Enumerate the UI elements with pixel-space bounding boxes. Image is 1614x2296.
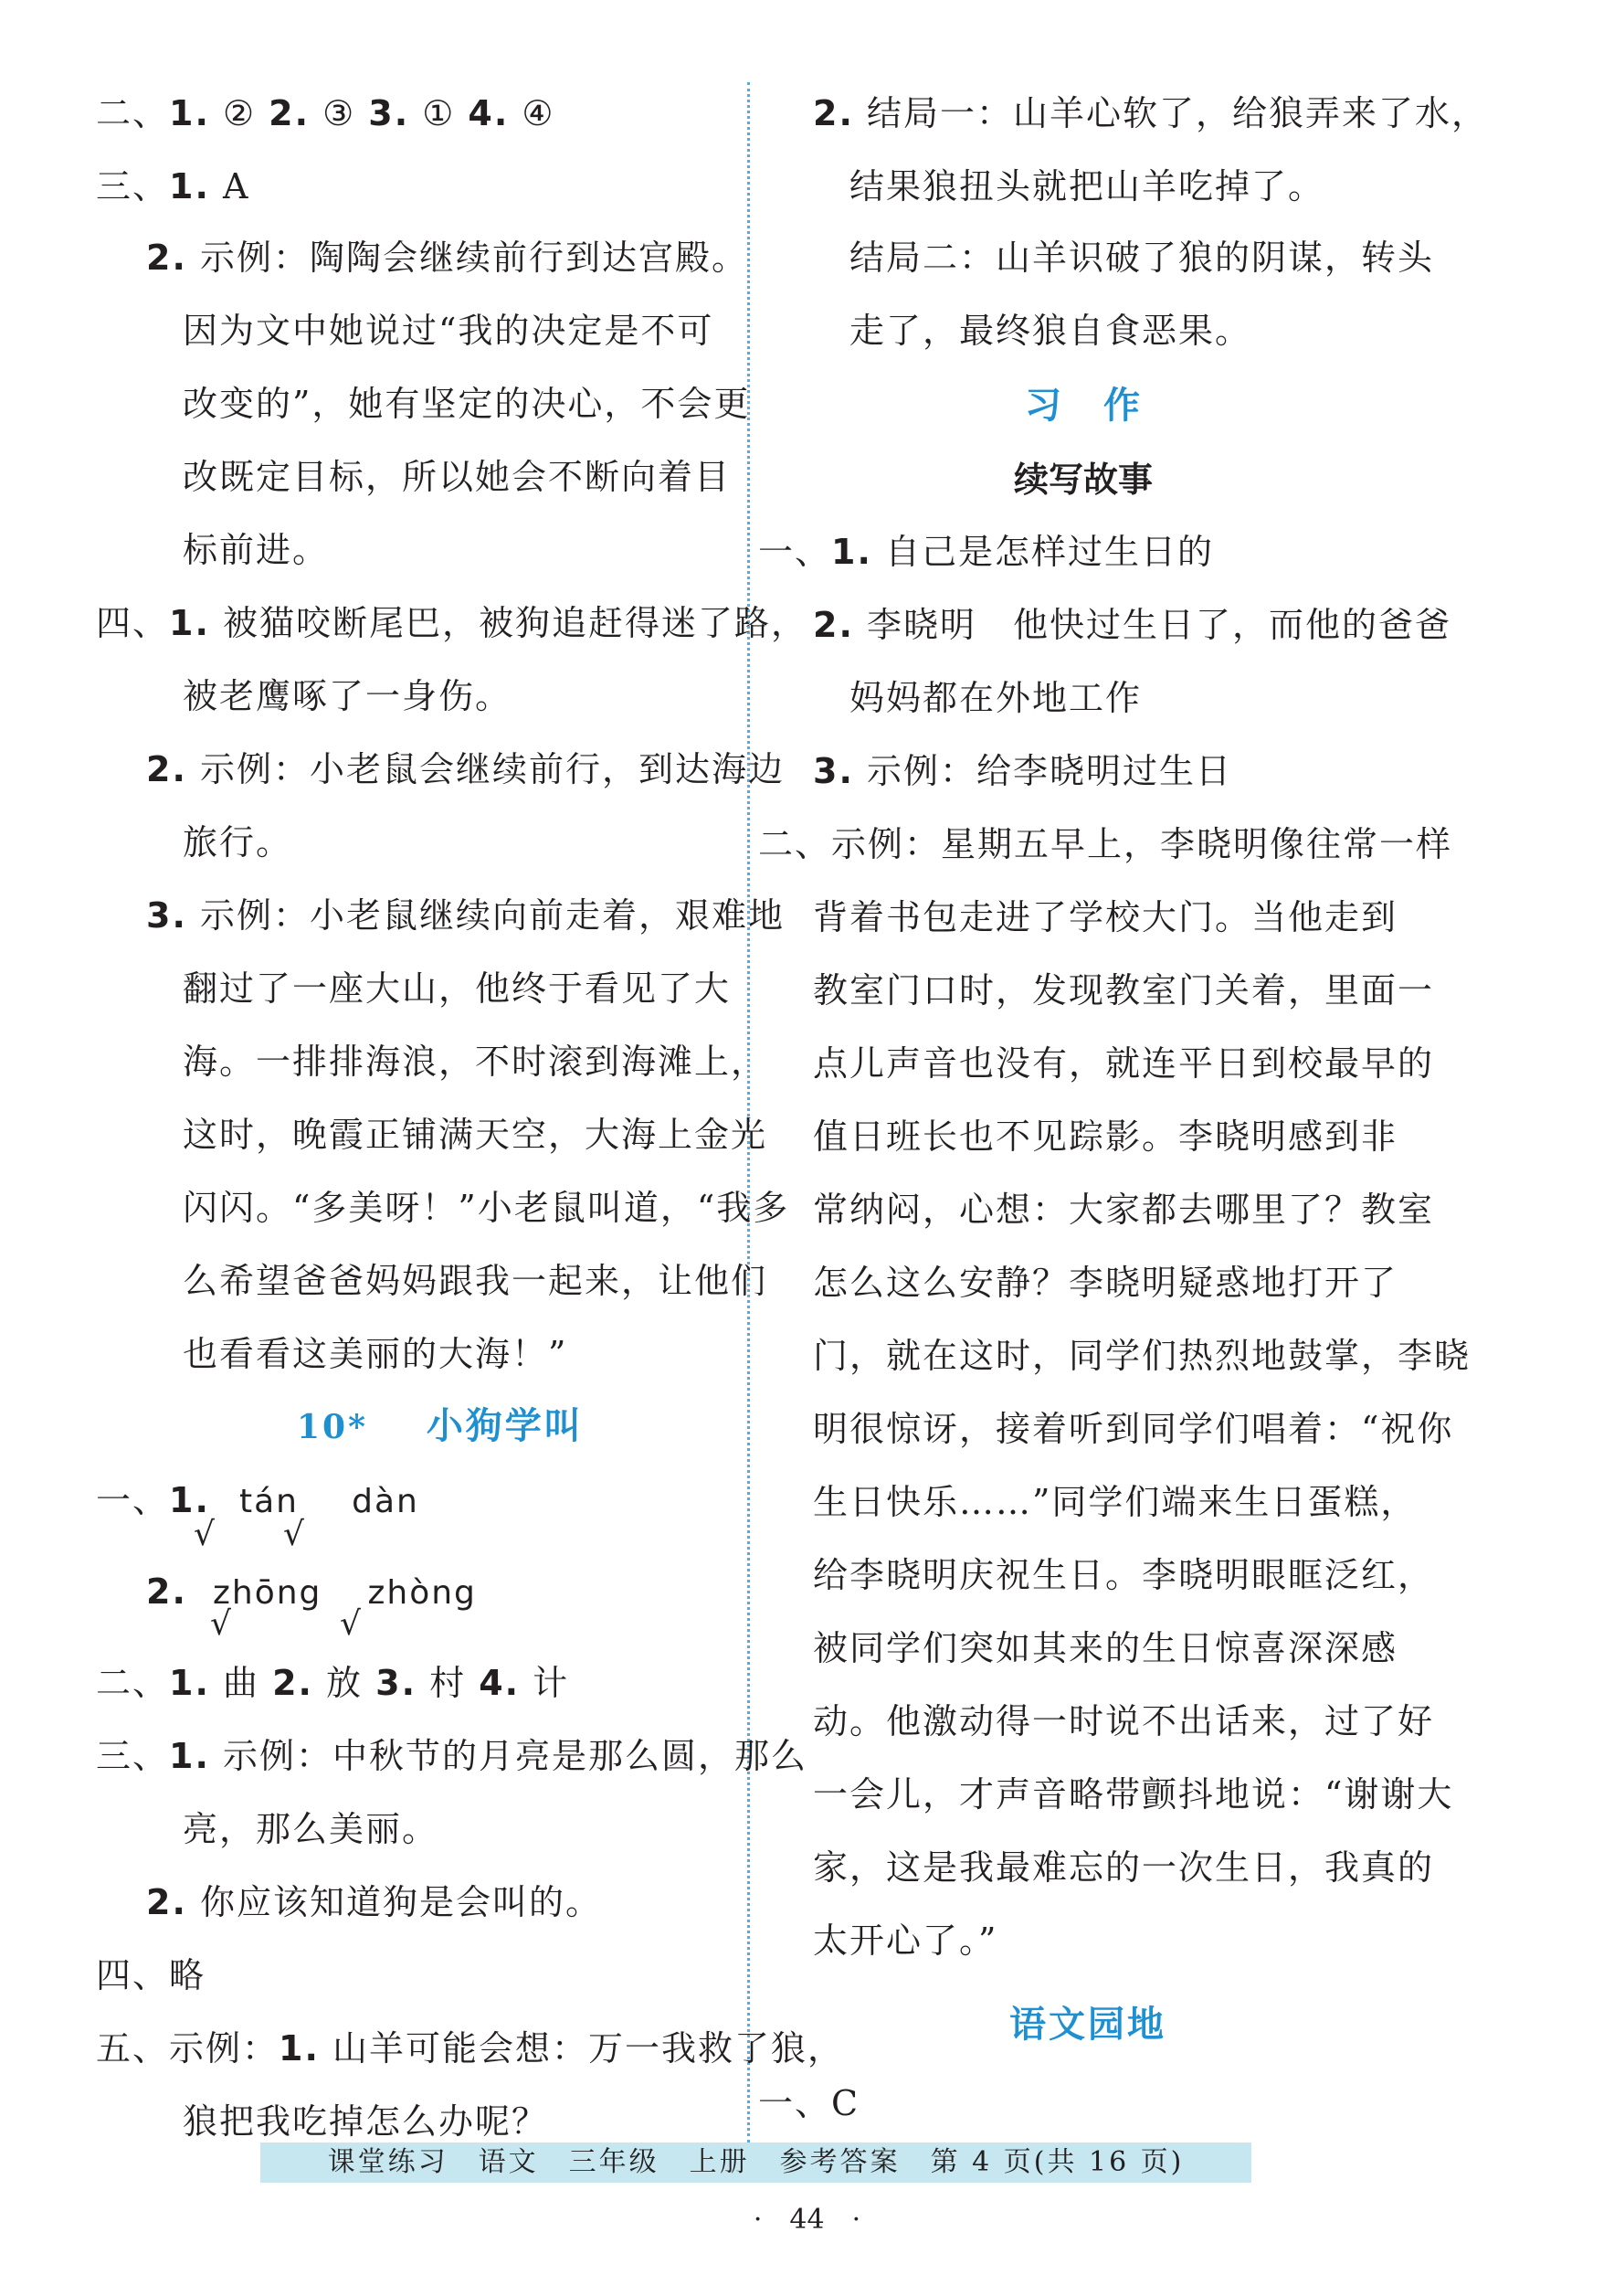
answer-line: 亮，那么美丽。 bbox=[183, 1809, 439, 1849]
answer-line: 家，这是我最难忘的一次生日，我真的 bbox=[813, 1847, 1435, 1888]
answer-line: 一、1. 自己是怎样过生日的 bbox=[758, 532, 1214, 572]
answer-line: 标前进。 bbox=[183, 530, 330, 570]
answer-line: 走了，最终狼自食恶果。 bbox=[849, 311, 1252, 351]
answer-line: 么希望爸爸妈妈跟我一起来，让他们 bbox=[183, 1261, 768, 1301]
answer-line: 也看看这美丽的大海！” bbox=[183, 1334, 568, 1374]
answer-line: 妈妈都在外地工作 bbox=[849, 678, 1143, 718]
answer-line: 二、1. 曲 2. 放 3. 村 4. 计 bbox=[96, 1663, 570, 1703]
answer-line: 给李晓明庆祝生日。李晓明眼眶泛红， bbox=[813, 1555, 1435, 1595]
footer-info: 课堂练习 语文 三年级 上册 参考答案 第 4 页(共 16 页) bbox=[327, 2146, 1185, 2178]
section-heading: 习 作 bbox=[1025, 385, 1143, 427]
answer-line: 旅行。 bbox=[183, 822, 293, 862]
answer-line: 3. 示例：给李晓明过生日 bbox=[813, 751, 1232, 791]
check-mark: √ bbox=[340, 1605, 361, 1643]
answer-line: 太开心了。” bbox=[813, 1920, 998, 1961]
answer-line: 这时，晚霞正铺满天空，大海上金光 bbox=[183, 1115, 768, 1155]
answer-line: 二、1. ② 2. ③ 3. ① 4. ④ bbox=[96, 93, 555, 133]
lesson-title: 小狗学叫 bbox=[426, 1405, 584, 1447]
page-number: · 44 · bbox=[753, 2204, 861, 2236]
answer-line: 3. 示例：小老鼠继续向前走着，艰难地 bbox=[146, 895, 785, 936]
check-mark: √ bbox=[283, 1516, 304, 1553]
answer-line: 常纳闷，心想：大家都去哪里了？教室 bbox=[813, 1190, 1435, 1230]
answer-line: 2. 李晓明 他快过生日了，而他的爸爸 bbox=[813, 605, 1451, 645]
answer-line: 海。一排排海浪，不时滚到海滩上， bbox=[183, 1042, 768, 1082]
pinyin-line: 2. zhōng zhòng bbox=[146, 1571, 477, 1612]
answer-line: 一、C bbox=[758, 2083, 860, 2123]
answer-line: 四、1. 被猫咬断尾巴，被狗追赶得迷了路， bbox=[96, 603, 807, 643]
answer-line: 改既定目标，所以她会不断向着目 bbox=[183, 457, 732, 497]
answer-line: 2. 示例：陶陶会继续前行到达宫殿。 bbox=[146, 238, 748, 278]
section-heading bbox=[297, 1402, 584, 1451]
answer-line: 三、1. 示例：中秋节的月亮是那么圆，那么 bbox=[96, 1736, 807, 1776]
answer-line: 门，就在这时，同学们热烈地鼓掌，李晓 bbox=[813, 1336, 1472, 1376]
section-subheading: 续写故事 bbox=[1014, 460, 1154, 500]
answer-line: 三、1. A bbox=[96, 166, 250, 206]
answer-line: 结局二：山羊识破了狼的阴谋，转头 bbox=[849, 238, 1435, 278]
answer-line: 狼把我吃掉怎么办呢？ bbox=[183, 2101, 549, 2142]
answer-line: 因为文中她说过“我的决定是不可 bbox=[183, 311, 714, 351]
answer-line: 改变的”，她有坚定的决心，不会更 bbox=[183, 384, 751, 424]
answer-line: 2. 结局一：山羊心软了，给狼弄来了水， bbox=[813, 93, 1488, 133]
answer-line: 闪闪。“多美呀！”小老鼠叫道，“我多 bbox=[183, 1188, 790, 1228]
check-mark: √ bbox=[210, 1605, 231, 1643]
answer-line: 一会儿，才声音略带颤抖地说：“谢谢大 bbox=[813, 1774, 1454, 1815]
section-heading: 语文园地 bbox=[1009, 2004, 1166, 2046]
answer-line: 结果狼扭头就把山羊吃掉了。 bbox=[849, 166, 1325, 206]
answer-line: 背着书包走进了学校大门。当他走到 bbox=[813, 897, 1398, 937]
answer-line: 被老鹰啄了一身伤。 bbox=[183, 676, 512, 716]
answer-line: 被同学们突如其来的生日惊喜深深感 bbox=[813, 1628, 1398, 1668]
answer-line: 怎么这么安静？李晓明疑惑地打开了 bbox=[813, 1263, 1398, 1303]
answer-line: 四、略 bbox=[96, 1955, 206, 1995]
answer-line: 2. 示例：小老鼠会继续前行，到达海边 bbox=[146, 749, 785, 789]
answer-line: 翻过了一座大山，他终于看见了大 bbox=[183, 968, 732, 1009]
answer-line: 五、示例：1. 山羊可能会想：万一我救了狼， bbox=[96, 2028, 844, 2069]
check-mark: √ bbox=[194, 1516, 215, 1553]
answer-line: 生日快乐……”同学们端来生日蛋糕， bbox=[813, 1482, 1418, 1522]
answer-line: 点儿声音也没有，就连平日到校最早的 bbox=[813, 1043, 1435, 1084]
answer-line: 明很惊讶，接着听到同学们唱着：“祝你 bbox=[813, 1409, 1454, 1449]
answer-line: 2. 你应该知道狗是会叫的。 bbox=[146, 1882, 602, 1922]
answer-line: 动。他激动得一时说不出话来，过了好 bbox=[813, 1701, 1435, 1741]
pinyin-line: 一、1. tán dàn bbox=[96, 1480, 419, 1520]
answer-line: 二、示例：星期五早上，李晓明像往常一样 bbox=[758, 824, 1453, 864]
answer-line: 值日班长也不见踪影。李晓明感到非 bbox=[813, 1116, 1398, 1157]
lesson-number: 10* bbox=[297, 1408, 368, 1446]
answer-line: 教室门口时，发现教室门关着，里面一 bbox=[813, 970, 1435, 1010]
